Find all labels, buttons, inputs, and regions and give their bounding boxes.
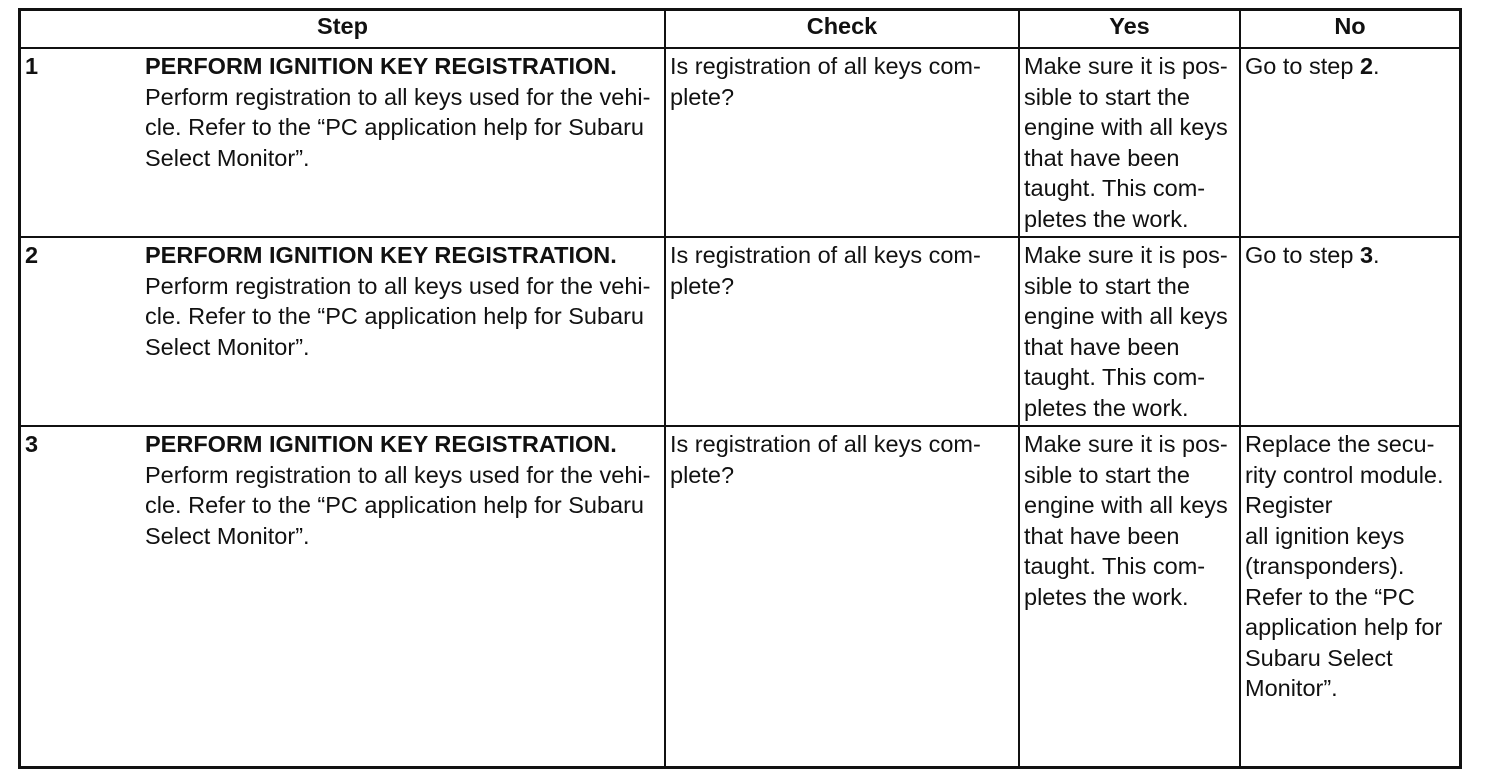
header-row: [21, 11, 1459, 48]
step-line: Select Monitor”.: [145, 333, 310, 360]
yes-line: pletes the work.: [1024, 205, 1189, 232]
step-number: 2: [25, 242, 39, 268]
step-title: PERFORM IGNITION KEY REGISTRATION.: [145, 53, 617, 79]
no-line: application help for: [1245, 614, 1443, 640]
check-line: plete?: [670, 461, 735, 488]
no-line: Refer to the “PC: [1245, 583, 1415, 610]
step-line: Perform registration to all keys used for the vehi-: [145, 272, 651, 299]
step-line: cle. Refer to the “PC application help for Subaru: [145, 114, 644, 140]
check-cell: [665, 237, 1019, 426]
yes-line: that have been: [1024, 144, 1180, 171]
yes-line: Make sure it is pos-: [1024, 431, 1228, 457]
no-text: [1241, 238, 1459, 271]
no-line: rity control module.: [1245, 461, 1444, 488]
no-line: Register: [1245, 492, 1333, 518]
step-line: Select Monitor”.: [145, 144, 310, 171]
step-body: [145, 49, 664, 173]
header-yes: Yes: [1019, 11, 1240, 48]
table-row: [21, 48, 1459, 237]
no-line: Replace the secu-: [1245, 431, 1435, 457]
yes-line: pletes the work.: [1024, 394, 1189, 421]
yes-line: taught. This com-: [1024, 553, 1206, 579]
step-line: cle. Refer to the “PC application help for Subaru: [145, 492, 644, 518]
check-cell: [665, 426, 1019, 766]
step-line: cle. Refer to the “PC application help for Subaru: [145, 303, 644, 329]
step-line: Perform registration to all keys used for the vehi-: [145, 83, 651, 110]
no-line: Subaru Select: [1245, 644, 1393, 671]
yes-line: engine with all keys: [1024, 114, 1228, 140]
header-check: Check: [665, 11, 1019, 48]
step-line: Perform registration to all keys used for the vehi-: [145, 461, 651, 488]
no-suffix: .: [1373, 53, 1380, 79]
yes-line: engine with all keys: [1024, 303, 1228, 329]
yes-cell: [1019, 426, 1240, 766]
goto-step-number: 2: [1359, 53, 1374, 79]
yes-line: taught. This com-: [1024, 175, 1206, 201]
yes-line: pletes the work.: [1024, 583, 1189, 610]
yes-line: engine with all keys: [1024, 492, 1228, 518]
step-title: PERFORM IGNITION KEY REGISTRATION.: [145, 242, 617, 268]
table-row: [21, 426, 1459, 766]
yes-line: Make sure it is pos-: [1024, 242, 1228, 268]
diagnostic-procedure-table: [18, 8, 1462, 769]
step-cell: [21, 426, 665, 766]
yes-line: sible to start the: [1024, 272, 1190, 299]
table-row: [21, 237, 1459, 426]
step-check-table: [21, 11, 1459, 766]
no-prefix: Go to step: [1245, 53, 1360, 79]
no-line: Monitor”.: [1245, 675, 1338, 701]
goto-step-number: 3: [1359, 242, 1374, 268]
yes-line: that have been: [1024, 333, 1180, 360]
yes-line: Make sure it is pos-: [1024, 53, 1228, 79]
no-line: (transponders).: [1245, 553, 1405, 579]
no-cell: [1240, 237, 1459, 426]
no-prefix: Go to step: [1245, 242, 1360, 268]
header-step: Step: [21, 11, 665, 48]
check-line: plete?: [670, 272, 735, 299]
no-line: all ignition keys: [1245, 522, 1405, 549]
yes-line: that have been: [1024, 522, 1180, 549]
header-no: No: [1240, 11, 1459, 48]
check-line: Is registration of all keys com-: [670, 431, 981, 457]
yes-cell: [1019, 48, 1240, 237]
yes-cell: [1019, 237, 1240, 426]
step-line: Select Monitor”.: [145, 522, 310, 549]
step-cell: [21, 237, 665, 426]
step-number: 1: [25, 53, 39, 79]
check-cell: [665, 48, 1019, 237]
step-body: [145, 238, 664, 362]
check-line: Is registration of all keys com-: [670, 242, 981, 268]
no-cell: [1240, 426, 1459, 766]
no-cell: [1240, 48, 1459, 237]
yes-line: sible to start the: [1024, 83, 1190, 110]
check-line: plete?: [670, 83, 735, 110]
yes-line: sible to start the: [1024, 461, 1190, 488]
yes-line: taught. This com-: [1024, 364, 1206, 390]
step-title: PERFORM IGNITION KEY REGISTRATION.: [145, 431, 617, 457]
step-body: [145, 427, 664, 551]
no-suffix: .: [1373, 242, 1380, 268]
check-line: Is registration of all keys com-: [670, 53, 981, 79]
step-cell: [21, 48, 665, 237]
no-text: [1241, 49, 1459, 82]
step-number: 3: [25, 431, 39, 457]
